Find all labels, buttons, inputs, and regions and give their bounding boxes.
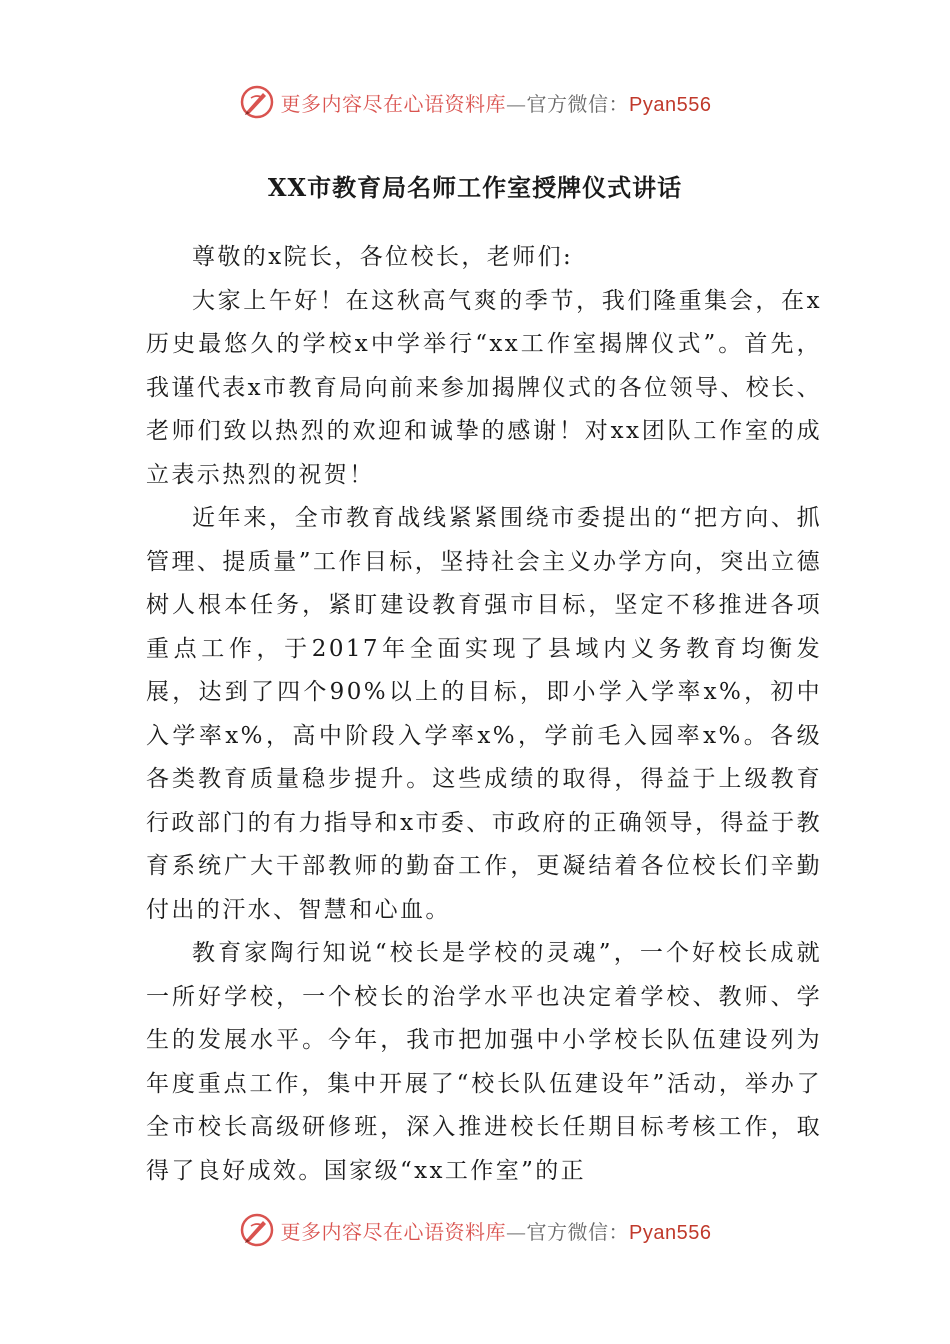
paragraph: 教育家陶行知说“校长是学校的灵魂”，一个好校长成就一所好学校，一个校长的治学水平也决定着学校、教师、学生的发展水平。今年，我市把加强中小学校长队伍建设列为年度重点工作，集中开展了“校长队伍建设年”活动，举办了全市校长高级研修班，深入推进校长任期目标考核工作，取得了良好成效。国家级“xx工作室”的正: [146, 940, 822, 1184]
watermark-slogan: 更多内容尽在心语资料库: [280, 91, 507, 116]
watermark-separator: —: [506, 1219, 527, 1244]
footer-watermark: [0, 1208, 950, 1252]
document-title: XX市教育局名师工作室授牌仪式讲话: [267, 173, 683, 202]
salutation: 尊敬的x院长，各位校长，老师们:: [192, 244, 574, 270]
watermark-id: Pyan556: [629, 1221, 712, 1244]
watermark-separator: —: [506, 91, 527, 116]
header-watermark: [0, 80, 950, 124]
document-body: [146, 236, 822, 1193]
watermark-label: 官方微信：: [526, 91, 630, 116]
paragraph: 近年来，全市教育战线紧紧围绕市委提出的“把方向、抓管理、提质量”工作目标，坚持社会主义办学方向，突出立德树人根本任务，紧盯建设教育强市目标，坚定不移推进各项重点工作，于2017年全面实现了县域内义务教育均衡发展，达到了四个90%以上的目标，即小学入学率x%，初中入学率x%，高中阶段入学率x%，学前毛入园率x%。各级各类教育质量稳步提升。这些成绩的取得，得益于上级教育行政部门的有力指导和x市委、市政府的正确领导，得益于教育系统广大干部教师的勤奋工作，更凝结着各位校长们辛勤付出的汗水、智慧和心血。: [146, 505, 822, 923]
watermark-text: [281, 88, 712, 117]
watermark-id: Pyan556: [629, 93, 712, 116]
watermark-label: 官方微信：: [526, 1219, 630, 1244]
watermark-text: [281, 1216, 712, 1245]
pen-logo-icon: [239, 1212, 275, 1248]
paragraph: 大家上午好！在这秋高气爽的季节，我们隆重集会，在x历史最悠久的学校x中学举行“xx工作室揭牌仪式”。首先，我谨代表x市教育局向前来参加揭牌仪式的各位领导、校长、老师们致以热烈的欢迎和诚挚的感谢！对xx团队工作室的成立表示热烈的祝贺！: [146, 287, 822, 488]
pen-logo-icon: [239, 84, 275, 120]
watermark-slogan: 更多内容尽在心语资料库: [280, 1219, 507, 1244]
